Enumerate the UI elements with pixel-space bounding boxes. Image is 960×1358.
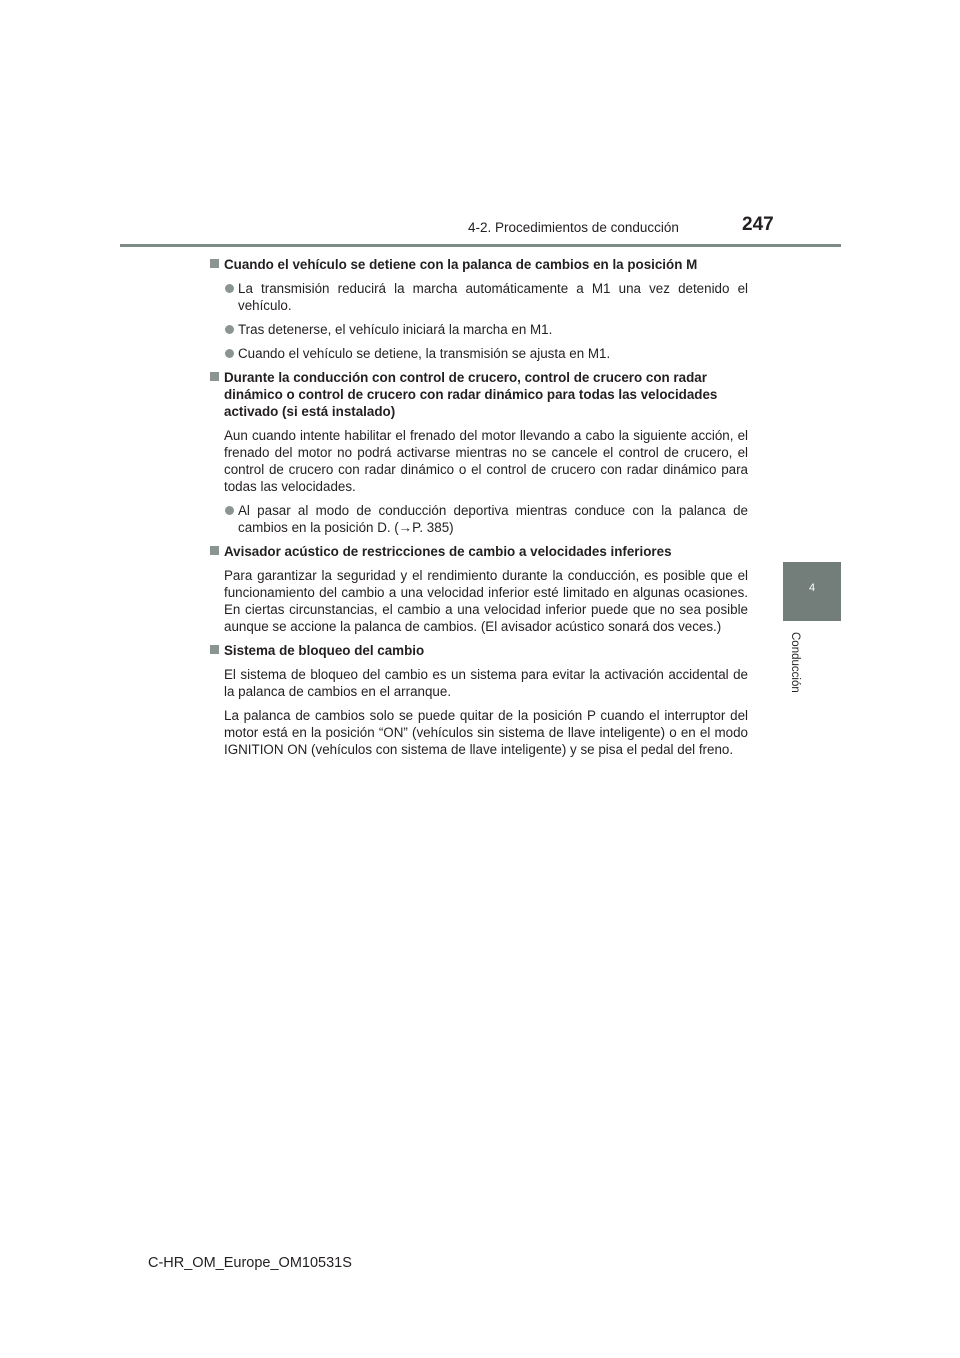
section-heading (210, 256, 748, 273)
chapter-number: 4 (808, 582, 816, 594)
circle-bullet-icon (225, 349, 234, 358)
circle-bullet-icon (225, 284, 234, 293)
list-item-text: Cuando el vehículo se detiene, la transmisión se ajusta en M1. (238, 346, 611, 361)
square-bullet-icon (210, 546, 219, 555)
list-item-text: Tras detenerse, el vehículo iniciará la marcha en M1. (238, 322, 553, 337)
circle-bullet-icon (225, 506, 234, 515)
paragraph: El sistema de bloqueo del cambio es un sistema para evitar la activación accidental de la palanca de cambios en el arranque. (224, 667, 748, 699)
square-bullet-icon (210, 645, 219, 654)
paragraph: Para garantizar la seguridad y el rendimiento durante la conducción, es posible que el funcionamiento del cambio a una velocidad inferior esté limitado en algunas ocasiones. En ciertas circunstancias, el cambio a una velocidad inferior puede que no sea posible aunque se accione la palanca de cambios. (El avisador acústico sonará dos veces.) (224, 568, 748, 634)
chapter-tab (783, 562, 841, 621)
section-heading (210, 642, 748, 659)
heading-text: Sistema de bloqueo del cambio (224, 643, 425, 658)
chapter-label: Conducción (789, 632, 801, 693)
document-id: C-HR_OM_Europe_OM10531S (148, 1255, 352, 1271)
square-bullet-icon (210, 259, 219, 268)
header-divider (120, 244, 841, 247)
heading-text: Durante la conducción con control de crucero, control de crucero con radar dinámico o control de crucero con radar dinámico para todas las velocidades activado (si está instalado) (224, 370, 718, 419)
section-title: 4-2. Procedimientos de conducción (468, 220, 679, 235)
section-heading (210, 543, 748, 560)
list-item (210, 321, 748, 338)
paragraph: La palanca de cambios solo se puede quitar de la posición P cuando el interruptor del motor está en la posición “ON” (vehículos sin sistema de llave inteligente) o en el modo IGNITION ON (vehículos con sistema de llave inteligente) y se pisa el pedal del freno. (224, 708, 748, 757)
square-bullet-icon (210, 372, 219, 381)
list-item (210, 502, 748, 536)
page-content (210, 256, 748, 765)
circle-bullet-icon (225, 325, 234, 334)
heading-text: Cuando el vehículo se detiene con la palanca de cambios en la posición M (224, 257, 698, 272)
section-heading (210, 369, 748, 420)
list-item (210, 280, 748, 314)
list-item-text: Al pasar al modo de conducción deportiva mientras conduce con la palanca de cambios en la posición D. (→P. 385) (238, 503, 748, 535)
paragraph: Aun cuando intente habilitar el frenado del motor llevando a cabo la siguiente acción, el frenado del motor no podrá activarse mientras no se cancele el control de crucero, el control de crucero con radar dinámico o el control de crucero con radar dinámico para todas las velocidades. (224, 428, 748, 494)
list-item (210, 345, 748, 362)
page-number: 247 (742, 214, 774, 235)
list-item-text: La transmisión reducirá la marcha automáticamente a M1 una vez detenido el vehículo. (238, 281, 748, 313)
heading-text: Avisador acústico de restricciones de cambio a velocidades inferiores (224, 544, 672, 559)
